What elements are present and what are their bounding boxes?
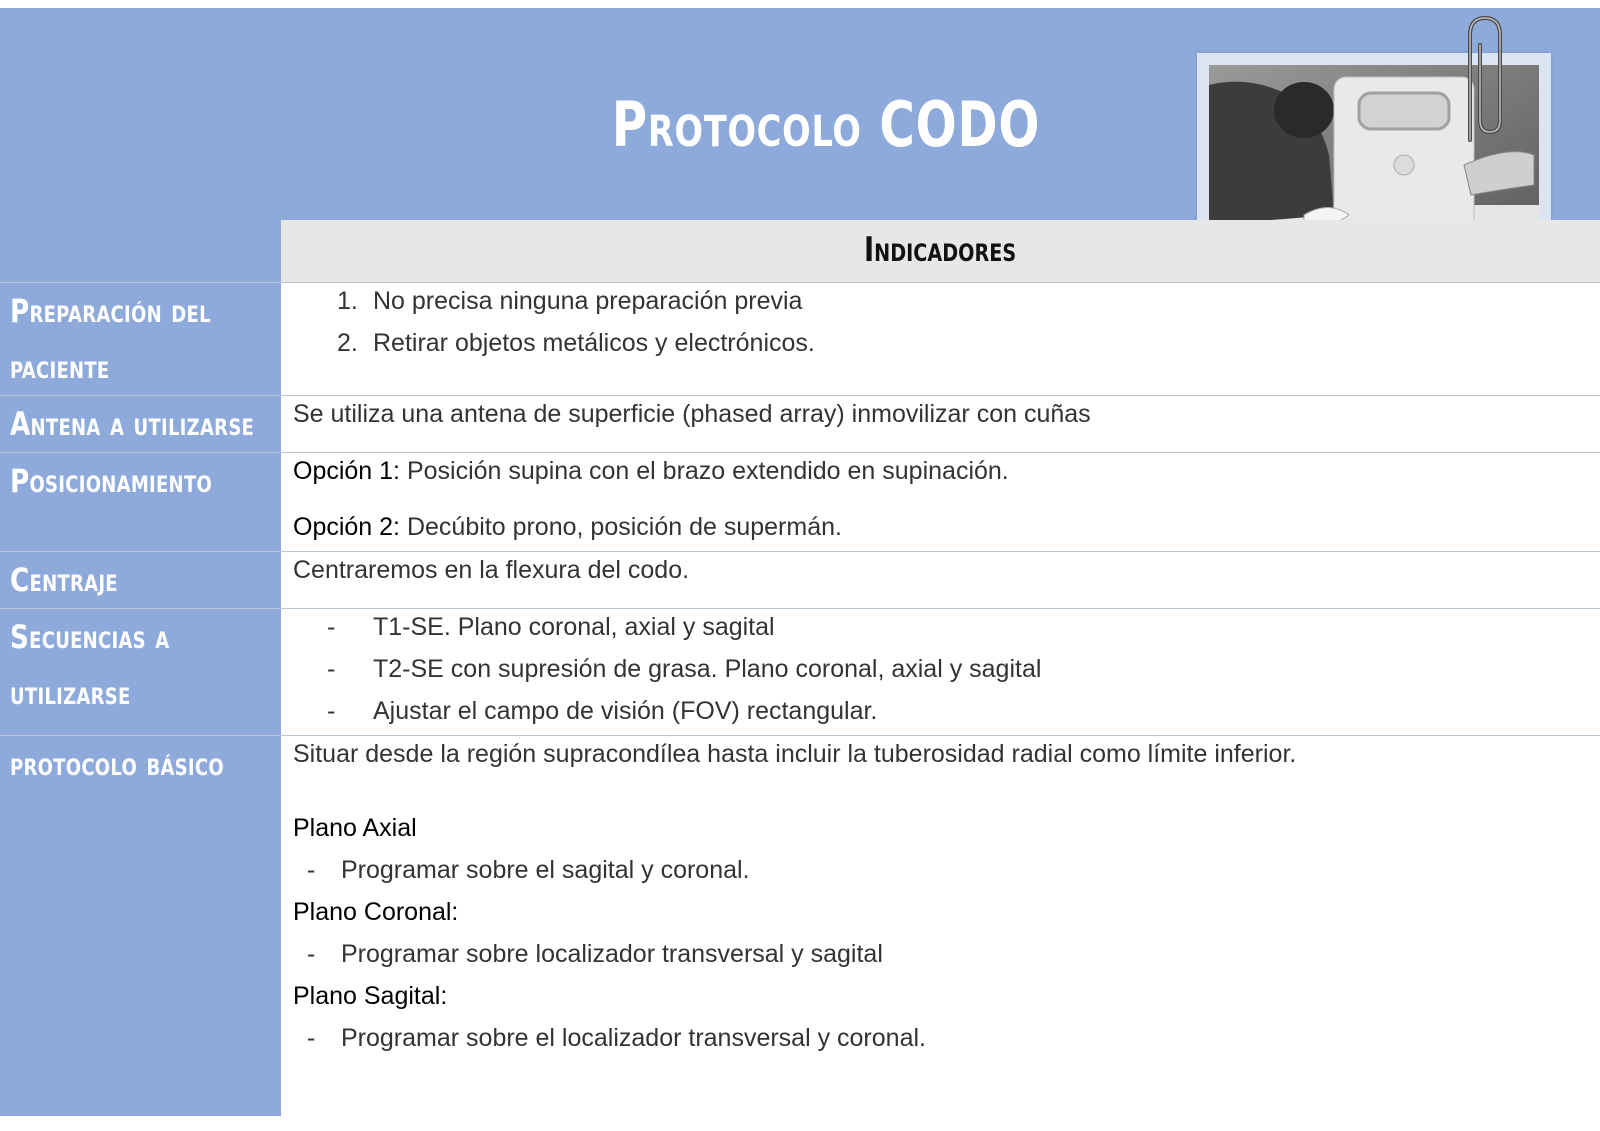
indicators-header-row [0,220,1600,283]
row-centraje [0,552,1600,609]
row-content [281,609,1600,735]
row-content [281,283,1600,395]
page-title: Protocolo CODO [611,88,1041,161]
option-2: Opción 2: Decúbito prono, posición de supermán. [293,513,842,541]
list-item: - Programar sobre el sagital y coronal. [307,856,750,884]
indicators-header: Indicadores [864,230,1017,270]
plane-title: Plano Coronal: [293,898,459,926]
row-protocolo-basico [0,736,1600,1116]
row-antena [0,396,1600,453]
plane-title: Plano Axial [293,814,417,842]
list-item: - T1-SE. Plano coronal, axial y sagital [327,613,775,641]
row-content: Centraremos en la flexura del codo. [293,556,690,584]
row-preparacion [0,283,1600,396]
row-content [281,453,1600,551]
list-item: - Programar sobre el localizador transversal y coronal. [307,1024,926,1052]
protocol-table [0,220,1600,1116]
row-content: Situar desde la región supracondílea hasta incluir la tuberosidad radial como límite inferior. Plano Axial - Programar sobre el sagital y coronal. Plano Coronal: - Programar sobre localizador transversal y sagital Plano Sagital: - Programar sobre el localizador transversal y coronal. [281,736,1600,1116]
plane-title: Plano Sagital: [293,982,448,1010]
list-item: - Ajustar el campo de visión (FOV) rectangular. [327,697,878,725]
row-label: Centraje [0,552,281,608]
row-label: Preparación del paciente [0,283,281,395]
list-item: - T2-SE con supresión de grasa. Plano coronal, axial y sagital [327,655,1042,683]
list-item: - Programar sobre localizador transversal y sagital [307,940,883,968]
option-1: Opción 1: Posición supina con el brazo extendido en supinación. [293,457,1009,485]
list-item: 2. Retirar objetos metálicos y electrónicos. [337,329,815,357]
row-label: Posicionamiento [0,453,281,551]
row-label: protocolo básico [0,736,281,1116]
row-label: Antena a utilizarse [0,396,281,452]
row-secuencias [0,609,1600,736]
row-content: Se utiliza una antena de superficie (phased array) inmovilizar con cuñas [293,400,1091,428]
row-label-empty [0,220,281,282]
row-posicionamiento [0,453,1600,552]
row-label: Secuencias a utilizarse [0,609,281,735]
list-item: 1. No precisa ninguna preparación previa [337,287,803,315]
paperclip-icon [1450,10,1520,150]
